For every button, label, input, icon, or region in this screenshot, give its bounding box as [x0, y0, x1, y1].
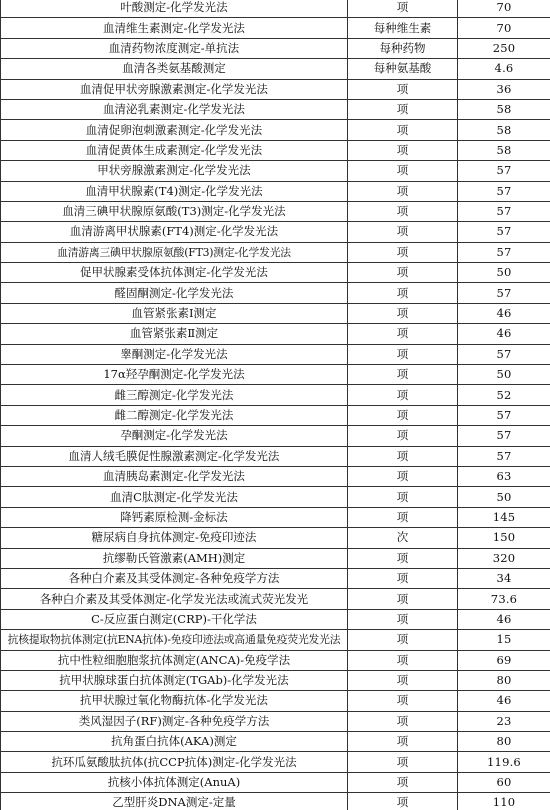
item-name-cell: 抗甲状腺球蛋白抗体测定(TGAb)-化学发光法	[1, 670, 348, 690]
item-name-cell: 乙型肝炎DNA测定-定量	[1, 793, 348, 810]
unit-cell: 项	[348, 283, 458, 303]
price-cell: 320	[458, 548, 550, 568]
unit-cell: 项	[348, 426, 458, 446]
unit-cell: 项	[348, 0, 458, 18]
table-row	[1, 670, 550, 690]
table-row	[1, 589, 550, 609]
price-cell: 57	[458, 344, 550, 364]
item-name-cell: 抗环瓜氨酸肽抗体(抗CCP抗体)测定-化学发光法	[1, 752, 348, 772]
table-row	[1, 650, 550, 670]
item-name-cell: 孕酮测定-化学发光法	[1, 426, 348, 446]
table-row	[1, 466, 550, 486]
price-cell: 250	[458, 38, 550, 58]
unit-cell: 项	[348, 385, 458, 405]
table-row	[1, 711, 550, 731]
price-cell: 34	[458, 568, 550, 588]
price-cell: 70	[458, 18, 550, 38]
item-name-cell: 类风湿因子(RF)测定-各种免疫学方法	[1, 711, 348, 731]
price-cell: 73.6	[458, 589, 550, 609]
unit-cell: 项	[348, 691, 458, 711]
table-row	[1, 732, 550, 752]
table-row	[1, 120, 550, 140]
unit-cell: 项	[348, 324, 458, 344]
price-cell: 110	[458, 793, 550, 810]
item-name-cell: 血清三碘甲状腺原氨酸(T3)测定-化学发光法	[1, 201, 348, 221]
unit-cell: 项	[348, 263, 458, 283]
table-row	[1, 303, 550, 323]
table-row	[1, 18, 550, 38]
unit-cell: 项	[348, 201, 458, 221]
unit-cell: 项	[348, 161, 458, 181]
unit-cell: 项	[348, 487, 458, 507]
unit-cell: 项	[348, 793, 458, 810]
unit-cell: 项	[348, 303, 458, 323]
item-name-cell: 血管紧张素Ⅰ测定	[1, 303, 348, 323]
price-cell: 145	[458, 507, 550, 527]
price-cell: 119.6	[458, 752, 550, 772]
price-cell: 15	[458, 630, 550, 650]
unit-cell: 项	[348, 365, 458, 385]
item-name-cell: 血清游离三碘甲状腺原氨酸(FT3)测定-化学发光法	[1, 242, 348, 262]
item-name-cell: 血清各类氨基酸测定	[1, 59, 348, 79]
price-cell: 58	[458, 120, 550, 140]
price-cell: 4.6	[458, 59, 550, 79]
table-row	[1, 283, 550, 303]
unit-cell: 项	[348, 242, 458, 262]
item-name-cell: 血清泌乳素测定-化学发光法	[1, 99, 348, 119]
unit-cell: 项	[348, 609, 458, 629]
unit-cell: 项	[348, 446, 458, 466]
item-name-cell: 各种白介素及其受体测定-各种免疫学方法	[1, 568, 348, 588]
table-row	[1, 487, 550, 507]
price-cell: 57	[458, 426, 550, 446]
table-row	[1, 222, 550, 242]
unit-cell: 项	[348, 181, 458, 201]
price-cell: 23	[458, 711, 550, 731]
price-cell: 57	[458, 242, 550, 262]
price-cell: 46	[458, 303, 550, 323]
table-row	[1, 79, 550, 99]
price-cell: 58	[458, 140, 550, 160]
item-name-cell: 糖尿病自身抗体测定-免疫印迹法	[1, 528, 348, 548]
item-name-cell: 甲状旁腺激素测定-化学发光法	[1, 161, 348, 181]
table-row	[1, 772, 550, 792]
unit-cell: 每种药物	[348, 38, 458, 58]
item-name-cell: 雌三醇测定-化学发光法	[1, 385, 348, 405]
table-row	[1, 630, 550, 650]
item-name-cell: 抗角蛋白抗体(AKA)测定	[1, 732, 348, 752]
table-row	[1, 568, 550, 588]
price-cell: 52	[458, 385, 550, 405]
item-name-cell: 血清促卵泡刺激素测定-化学发光法	[1, 120, 348, 140]
price-cell: 57	[458, 201, 550, 221]
price-cell: 69	[458, 650, 550, 670]
table-row	[1, 0, 550, 18]
table-row	[1, 426, 550, 446]
price-cell: 57	[458, 161, 550, 181]
table-row	[1, 548, 550, 568]
unit-cell: 每种氨基酸	[348, 59, 458, 79]
table-row	[1, 752, 550, 772]
table-row	[1, 140, 550, 160]
table-row	[1, 263, 550, 283]
table-row	[1, 609, 550, 629]
unit-cell: 项	[348, 548, 458, 568]
table-row	[1, 344, 550, 364]
unit-cell: 项	[348, 466, 458, 486]
item-name-cell: 血清维生素测定-化学发光法	[1, 18, 348, 38]
table-row	[1, 59, 550, 79]
unit-cell: 项	[348, 752, 458, 772]
item-name-cell: 血清促黄体生成素测定-化学发光法	[1, 140, 348, 160]
price-cell: 57	[458, 283, 550, 303]
price-cell: 60	[458, 772, 550, 792]
price-cell: 150	[458, 528, 550, 548]
price-cell: 50	[458, 487, 550, 507]
item-name-cell: C-反应蛋白测定(CRP)-干化学法	[1, 609, 348, 629]
unit-cell: 项	[348, 589, 458, 609]
table-row	[1, 324, 550, 344]
item-name-cell: 雌二醇测定-化学发光法	[1, 405, 348, 425]
unit-cell: 项	[348, 568, 458, 588]
table-row	[1, 99, 550, 119]
unit-cell: 项	[348, 670, 458, 690]
price-cell: 70	[458, 0, 550, 18]
price-cell: 57	[458, 405, 550, 425]
price-cell: 58	[458, 99, 550, 119]
item-name-cell: 抗核小体抗体测定(AnuA)	[1, 772, 348, 792]
item-name-cell: 血清胰岛素测定-化学发光法	[1, 466, 348, 486]
table-row	[1, 446, 550, 466]
item-name-cell: 促甲状腺素受体抗体测定-化学发光法	[1, 263, 348, 283]
table-row	[1, 365, 550, 385]
table-row	[1, 528, 550, 548]
table-row	[1, 242, 550, 262]
unit-cell: 项	[348, 120, 458, 140]
price-cell: 36	[458, 79, 550, 99]
unit-cell: 项	[348, 507, 458, 527]
price-cell: 46	[458, 609, 550, 629]
unit-cell: 项	[348, 732, 458, 752]
price-cell: 57	[458, 446, 550, 466]
table-row	[1, 38, 550, 58]
unit-cell: 项	[348, 140, 458, 160]
table-row	[1, 161, 550, 181]
unit-cell: 项	[348, 99, 458, 119]
price-cell: 50	[458, 263, 550, 283]
unit-cell: 项	[348, 772, 458, 792]
item-name-cell: 血清游离甲状腺素(FT4)测定-化学发光法	[1, 222, 348, 242]
table-row	[1, 507, 550, 527]
item-name-cell: 叶酸测定-化学发光法	[1, 0, 348, 18]
unit-cell: 项	[348, 630, 458, 650]
table-row	[1, 405, 550, 425]
unit-cell: 项	[348, 711, 458, 731]
table-row	[1, 181, 550, 201]
unit-cell: 项	[348, 650, 458, 670]
table-row	[1, 691, 550, 711]
unit-cell: 项	[348, 79, 458, 99]
item-name-cell: 17α羟孕酮测定-化学发光法	[1, 365, 348, 385]
unit-cell: 次	[348, 528, 458, 548]
price-cell: 80	[458, 670, 550, 690]
item-name-cell: 各种白介素及其受体测定-化学发光法或流式荧光发光	[1, 589, 348, 609]
price-cell: 80	[458, 732, 550, 752]
unit-cell: 每种维生素	[348, 18, 458, 38]
item-name-cell: 抗缪勒氏管激素(AMH)测定	[1, 548, 348, 568]
item-name-cell: 睾酮测定-化学发光法	[1, 344, 348, 364]
table-row	[1, 385, 550, 405]
item-name-cell: 抗甲状腺过氧化物酶抗体-化学发光法	[1, 691, 348, 711]
price-cell: 46	[458, 324, 550, 344]
item-name-cell: 血清人绒毛膜促性腺激素测定-化学发光法	[1, 446, 348, 466]
unit-cell: 项	[348, 222, 458, 242]
item-name-cell: 醛固酮测定-化学发光法	[1, 283, 348, 303]
item-name-cell: 血清C肽测定-化学发光法	[1, 487, 348, 507]
unit-cell: 项	[348, 405, 458, 425]
price-cell: 50	[458, 365, 550, 385]
item-name-cell: 降钙素原检测-金标法	[1, 507, 348, 527]
item-name-cell: 血清促甲状旁腺激素测定-化学发光法	[1, 79, 348, 99]
item-name-cell: 血清甲状腺素(T4)测定-化学发光法	[1, 181, 348, 201]
item-name-cell: 抗中性粒细胞胞浆抗体测定(ANCA)-免疫学法	[1, 650, 348, 670]
table-row	[1, 201, 550, 221]
price-cell: 57	[458, 181, 550, 201]
item-name-cell: 抗核提取物抗体测定(抗ENA抗体)-免疫印迹法或高通量免疫荧光发光法	[1, 630, 348, 650]
unit-cell: 项	[348, 344, 458, 364]
price-cell: 57	[458, 222, 550, 242]
price-cell: 46	[458, 691, 550, 711]
price-cell: 63	[458, 466, 550, 486]
item-name-cell: 血管紧张素Ⅱ测定	[1, 324, 348, 344]
price-table-body	[1, 0, 550, 810]
item-name-cell: 血清药物浓度测定-单抗法	[1, 38, 348, 58]
table-row	[1, 793, 550, 810]
